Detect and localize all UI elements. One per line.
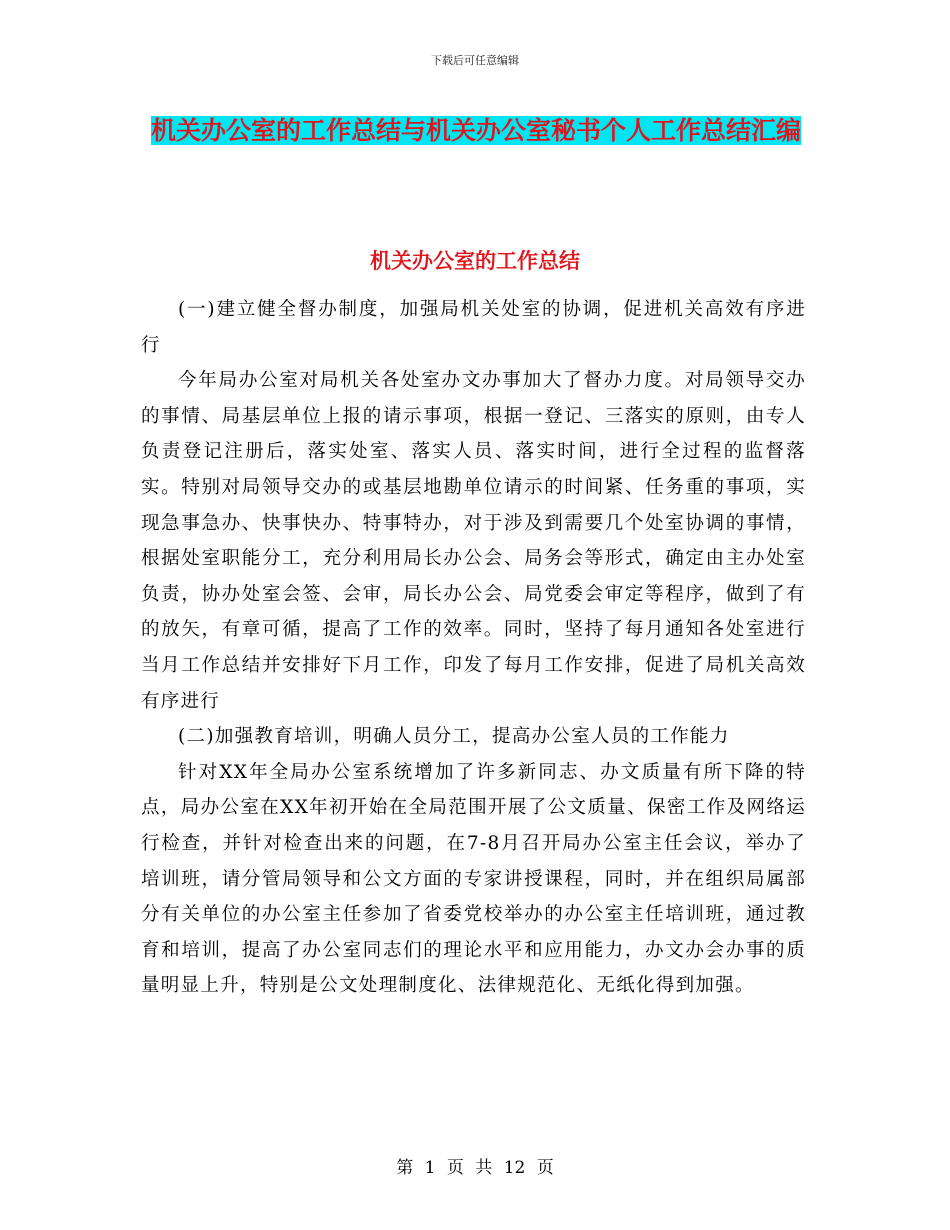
- paragraph-heading-1: (一)建立健全督办制度，加强局机关处室的协调，促进机关高效有序进行: [141, 299, 806, 356]
- document-body: [141, 292, 806, 1004]
- document-title: [140, 106, 812, 156]
- section-title: 机关办公室的工作总结: [370, 249, 580, 273]
- paragraph: 今年局办公室对局机关各处室办文办事加大了督办力度。对局领导交办的事情、局基层单位上报的请示事项，根据一登记、三落实的原则，由专人负责登记注册后，落实处室、落实人员、落实时间，进行全过程的监督落实。特别对局领导交办的或基层地勘单位请示的时间紧、任务重的事项，实现急事急办、快事快办、特事特办，对于涉及到需要几个处室协调的事情，根据处室职能分工，充分利用局长办公会、局务会等形式，确定由主办处室负责，协办处室会签、会审，局长办公会、局党委会审定等程序，做到了有的放矢，有章可循，提高了工作的效率。同时，坚持了每月通知各处室进行当月工作总结并安排好下月工作，印发了每月工作安排，促进了局机关高效有序进行: [141, 370, 806, 712]
- page-indicator: 第 1 页 共 12 页: [396, 1158, 554, 1178]
- header-note: 下载后可任意编辑: [431, 54, 519, 67]
- document-title-text: 机关办公室的工作总结与机关办公室秘书个人工作总结汇编: [150, 116, 801, 145]
- paragraph-heading-2: (二)加强教育培训，明确人员分工，提高办公室人员的工作能力: [178, 726, 730, 748]
- paragraph: 针对XX年全局办公室系统增加了许多新同志、办文质量有所下降的特点，局办公室在XX年初开始在全局范围开展了公文质量、保密工作及网络运行检查，并针对检查出来的问题，在7-8月召开局办公室主任会议，举办了培训班，请分管局领导和公文方面的专家讲授课程，同时，并在组织局属部分有关单位的办公室主任参加了省委党校举办的办公室主任培训班，通过教育和培训，提高了办公室同志们的理论水平和应用能力，办文办会办事的质量明显上升，特别是公文处理制度化、法律规范化、无纸化得到加强。: [141, 761, 806, 997]
